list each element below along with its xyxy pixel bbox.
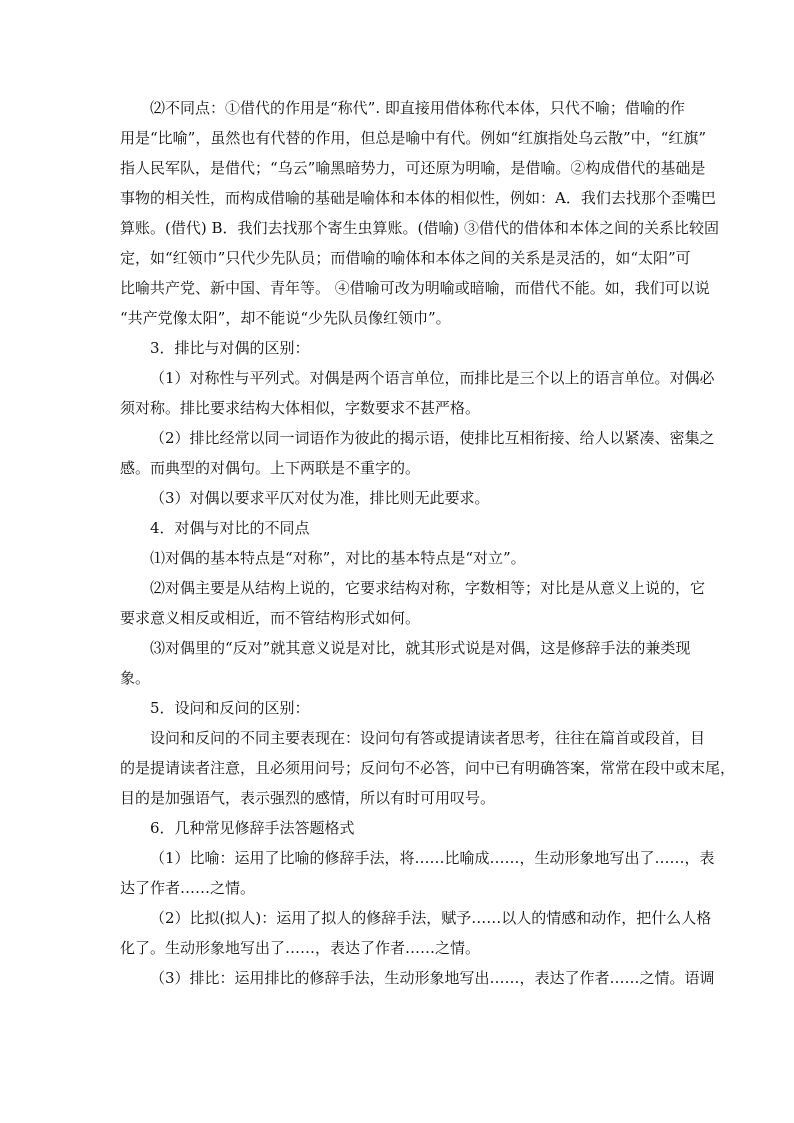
document-page (120, 93, 736, 993)
paragraph-line: 算账。(借代) B．我们去找那个寄生虫算账。(借喻) ③借代的借体和本体之间的关系比较固 (120, 219, 719, 237)
paragraph-line: ⑵不同点：①借代的作用是“称代”. 即直接用借体称代本体，只代不喻；借喻的作 (150, 99, 685, 117)
paragraph-line: （1）比喻：运用了比喻的修辞手法，将……比喻成……，生动形象地写出了……，表 (150, 849, 715, 867)
paragraph-line: 设问和反问的不同主要表现在：设问句有答或提请读者思考，往往在篇首或段首，目 (150, 729, 706, 747)
paragraph-line: 目的是加强语气，表示强烈的感情，所以有时可用叹号。 (120, 789, 496, 807)
paragraph-line: （2）排比经常以同一词语作为彼此的揭示语，使排比互相衔接、给人以紧凑、密集之 (150, 429, 715, 447)
paragraph-line: “共产党像太阳”，却不能说“少先队员像红领巾”。 (120, 309, 451, 327)
paragraph-line: 须对称。排比要求结构大体相似，字数要求不甚严格。 (120, 399, 481, 417)
paragraph-line: （3）排比：运用排比的修辞手法，生动形象地写出……，表达了作者……之情。语调 (150, 969, 715, 987)
paragraph-line: ⑴对偶的基本特点是“对称”，对比的基本特点是“对立”。 (150, 549, 526, 567)
paragraph-line: 比喻共产党、新中国、青年等。 ④借喻可改为明喻或暗喻，而借代不能。如，我们可以说 (120, 279, 710, 297)
paragraph-line: （3）对偶以要求平仄对仗为准，排比则无此要求。 (150, 489, 490, 507)
paragraph-line: 定，如“红领巾”只代少先队员；而借喻的喻体和本体之间的关系是灵活的，如“太阳”可 (120, 249, 691, 267)
paragraph-line: （2）比拟(拟人)：运用了拟人的修辞手法，赋予……以人的情感和动作，把什么人格 (150, 909, 712, 927)
paragraph-line: 感。而典型的对偶句。上下两联是不重字的。 (120, 459, 421, 477)
paragraph-line: 事物的相关性，而构成借喻的基础是喻体和本体的相似性，例如：A．我们去找那个歪嘴巴 (120, 189, 716, 207)
paragraph-line: 象。 (120, 669, 151, 687)
section-heading: 6．几种常见修辞手法答题格式 (150, 819, 355, 837)
paragraph-line: （1）对称性与平列式。对偶是两个语言单位，而排比是三个以上的语言单位。对偶必 (150, 369, 715, 387)
paragraph-line: 的是提请读者注意，且必须用问号；反问句不必答，问中已有明确答案，常常在段中或末尾， (120, 759, 736, 777)
section-heading: 3．排比与对偶的区别： (150, 339, 310, 357)
paragraph-line: 达了作者……之情。 (120, 879, 256, 897)
section-heading: 4．对偶与对比的不同点 (150, 519, 310, 537)
section-heading: 5．设问和反问的区别： (150, 699, 310, 717)
paragraph-line: 要求意义相反或相近，而不管结构形式如何。 (120, 609, 421, 627)
paragraph-line: ⑵对偶主要是从结构上说的，它要求结构对称，字数相等；对比是从意义上说的，它 (150, 579, 706, 597)
paragraph-line: ⑶对偶里的“反对”就其意义说是对比，就其形式说是对偶，这是修辞手法的兼类现 (150, 639, 691, 657)
paragraph-line: 用是“比喻”，虽然也有代替的作用，但总是喻中有代。例如“红旗指处乌云散”中，“红旗” (120, 129, 707, 147)
paragraph-line: 指人民军队，是借代；“乌云”喻黑暗势力，可还原为明喻，是借喻。②构成借代的基础是 (120, 159, 706, 177)
paragraph-line: 化了。生动形象地写出了……，表达了作者……之情。 (120, 939, 481, 957)
